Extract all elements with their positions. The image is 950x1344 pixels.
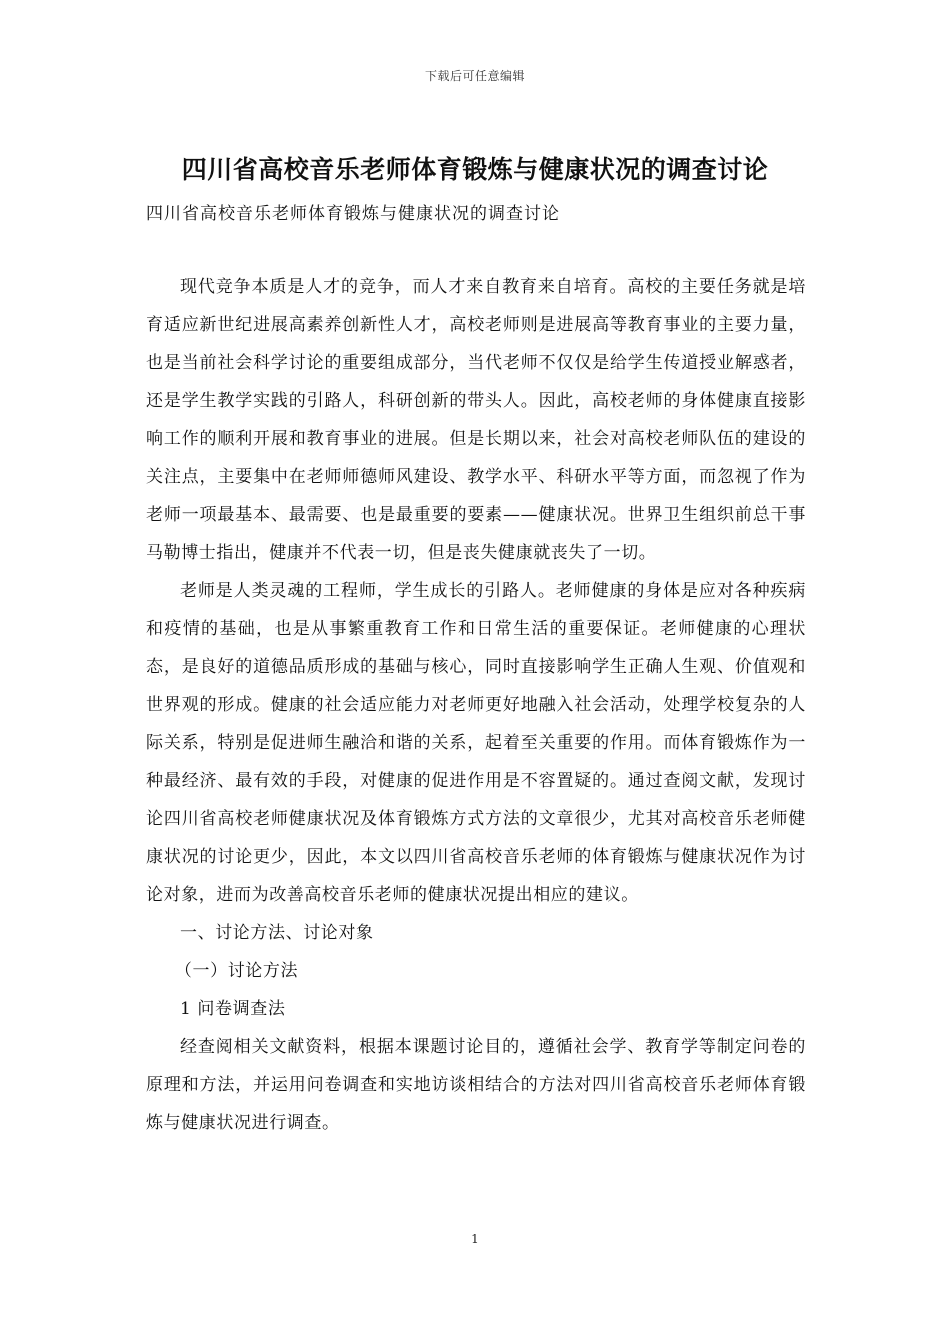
page-header-note: 下载后可任意编辑 (424, 69, 525, 83)
paragraph: 老师是人类灵魂的工程师，学生成长的引路人。老师健康的身体是应对各种疾病和疫情的基础，也是从事繁重教育工作和日常生活的重要保证。老师健康的心理状态，是良好的道德品质形成的基础与核心，同时直接影响学生正确人生观、价值观和世界观的形成。健康的社会适应能力对老师更好地融入社会活动，处理学校复杂的人际关系，特别是促进师生融洽和谐的关系，起着至关重要的作用。而体育锻炼作为一种最经济、最有效的手段，对健康的促进作用是不容置疑的。通过查阅文献，发现讨论四川省高校老师健康状况及体育锻炼方式方法的文章很少，尤其对高校音乐老师健康状况的讨论更少，因此，本文以四川省高校音乐老师的体育锻炼与健康状况作为讨论对象，进而为改善高校音乐老师的健康状况提出相应的建议。 (146, 581, 806, 905)
page-number: 1 (471, 1232, 479, 1246)
paragraph: 现代竞争本质是人才的竞争，而人才来自教育来自培育。高校的主要任务就是培育适应新世纪进展高素养创新性人才，高校老师则是进展高等教育事业的主要力量，也是当前社会科学讨论的重要组成部分，当代老师不仅仅是给学生传道授业解惑者，还是学生教学实践的引路人，科研创新的带头人。因此，高校老师的身体健康直接影响工作的顺利开展和教育事业的进展。但是长期以来，社会对高校老师队伍的建设的关注点，主要集中在老师师德师风建设、教学水平、科研水平等方面，而忽视了作为老师一项最基本、最需要、也是最重要的要素——健康状况。世界卫生组织前总干事马勒博士指出，健康并不代表一切，但是丧失健康就丧失了一切。 (146, 277, 806, 563)
paragraph: 经查阅相关文献资料，根据本课题讨论目的，遵循社会学、教育学等制定问卷的原理和方法，并运用问卷调查和实地访谈相结合的方法对四川省高校音乐老师体育锻炼与健康状况进行调查。 (146, 1037, 806, 1133)
document-body (146, 268, 806, 1142)
section-heading: 一、讨论方法、讨论对象 (180, 923, 374, 943)
document-subtitle: 四川省高校音乐老师体育锻炼与健康状况的调查讨论 (146, 204, 560, 224)
subsection-heading: （一）讨论方法 (174, 961, 299, 981)
method-heading: 1 问卷调查法 (180, 999, 286, 1019)
document-title: 四川省高校音乐老师体育锻炼与健康状况的调查讨论 (181, 155, 769, 184)
